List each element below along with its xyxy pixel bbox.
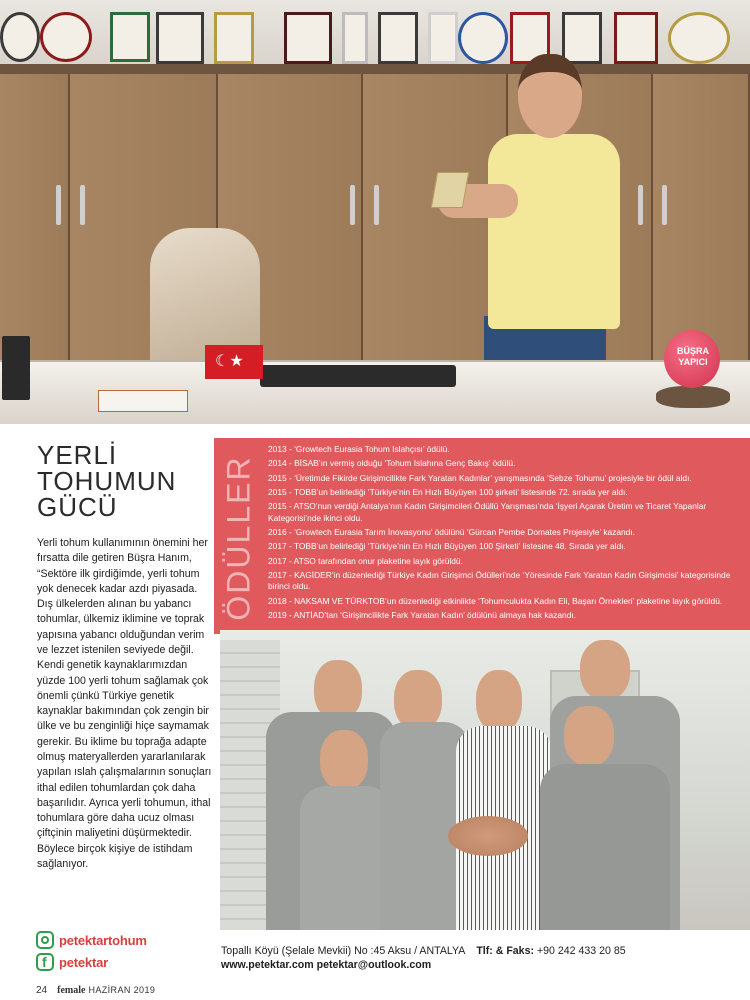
address: Topallı Köyü (Şelale Mevkii) No :45 Aksu / ANTALYA xyxy=(221,945,466,957)
trophy-plaque xyxy=(110,12,150,62)
award-item: 2015 - ‘Üretimde Fikirde Girişimcilikte Fark Yaratan Kadınlar’ yarışmasında ‘Sebze Tohumu’ projesiyle bir ödül aldı. xyxy=(268,472,692,483)
phone-label: Tlf: & Faks: xyxy=(476,945,534,957)
yellow-shirt xyxy=(488,134,620,329)
award-item: 2018 - NAKSAM VE TÜRKTOB’un düzenlediği etkinlikte ‘Tohumculukta Kadın Eli, Başarı Örnekleri’ plaketine layık görüldü. xyxy=(268,595,723,606)
social-row-facebook[interactable] xyxy=(36,952,147,972)
award-item: 2015 - TOBB’un belirlediği ‘Türkiye’nin En Hızlı Büyüyen 100 şirketi’ listesinde 72. sırada yer aldı. xyxy=(268,486,628,497)
awards-title-text: ÖDÜLLER xyxy=(220,455,257,621)
team-photo xyxy=(220,630,750,930)
tomato-decor-text: BÜŞRA YAPICI xyxy=(676,346,709,367)
award-item: 2014 - BİSAB’ın vermiş olduğu ‘Tohum Islahına Genç Bakış’ ödülü. xyxy=(268,458,516,469)
head xyxy=(518,54,582,138)
cabinet-door xyxy=(653,74,750,364)
wood-stump xyxy=(656,386,730,408)
cabinet-handle xyxy=(80,185,85,225)
award-item: 2016 - ‘Growtech Eurasia Tarım İnovasyonu’ ödülünü ‘Gürcan Pembe Domates Projesiyle’ kazandı. xyxy=(268,526,635,537)
award-item: 2017 - ATSO tarafından onur plaketine layık görüldü. xyxy=(268,555,463,566)
award-item: 2013 - ‘Growtech Eurasia Tohum Islahçısı’ ödülü. xyxy=(268,444,450,454)
laptop xyxy=(260,365,456,387)
trophy-plaque xyxy=(668,12,730,64)
instagram-handle[interactable]: petektartohum xyxy=(59,932,147,948)
contact-line-2 xyxy=(221,958,741,972)
article-headline xyxy=(37,442,212,520)
turkish-flag-icon: ☾★ xyxy=(205,345,263,379)
pen-holder xyxy=(2,336,30,400)
portrait-woman xyxy=(478,44,628,364)
award-item: 2017 - KAGİDER’in düzenlediği Türkiye Kadın Girişimci Ödülleri’nde ‘Yöresinde Fark Yaratan Kadın Girişimcisi’ kategorisinde birinci oldu. xyxy=(268,569,731,592)
award-item: 2019 - ANTİAD’tan ‘Girişimcilikte Fark Yaratan Kadın’ ödülünü almaya hak kazandı. xyxy=(268,609,577,620)
shelf xyxy=(0,64,750,74)
glass-award xyxy=(431,172,469,208)
phone-number: +90 242 433 20 85 xyxy=(536,945,626,957)
awards-list xyxy=(268,444,746,624)
headline-line: TOHUMUN xyxy=(37,466,177,496)
trophy-plaque xyxy=(0,12,40,62)
award-item: 2017 - TOBB’un belirlediği ‘Türkiye’nin En Hızlı Büyüyen 100 Şirketi’ listesine 48. Sırada yer aldı. xyxy=(268,541,626,552)
social-links xyxy=(36,930,147,974)
trophy-plaque xyxy=(342,12,368,64)
cabinet-handle xyxy=(662,185,667,225)
cabinet-handle xyxy=(638,185,643,225)
trophy-plaque xyxy=(214,12,254,64)
page-number: 24 xyxy=(36,985,48,996)
trophy-plaque xyxy=(428,12,458,64)
headline-line: YERLİ xyxy=(37,440,118,470)
instagram-icon xyxy=(36,931,54,949)
facebook-handle[interactable]: petektar xyxy=(59,954,108,970)
awards-title xyxy=(222,446,256,630)
cabinet-handle xyxy=(374,185,379,225)
hero-photo xyxy=(0,0,750,424)
page-footer xyxy=(36,985,155,996)
magazine-name: female xyxy=(57,985,86,996)
social-row-instagram[interactable] xyxy=(36,930,147,950)
article-body: Yerli tohum kullanımının önemini her fırsatta dile getiren Büşra Hanım, “Sektöre ilk girdiğimde, yerli tohum yok denecek kadar azdı piyasada. Dış ülkelerden alınan bu yabancı tohumlar, ülkemiz iklimine ve toprak yapısına yabancı olduğundan verim ve lezzet istenilen seviyede değil. Kendi genetik kaynaklarımızdan yüzde 100 yerli tohum sağlamak çok önemli çünkü Türkiye genetik kaynaklar bakımından çok zengin bir ülke ve bu zenginliği hiçe saymamak gerekir. Bu iklime bu toprağa adapte olmuş materyallerden yararlanılarak yapılan ıslah çalışmalarının sonuçları ithal edilen tohumlardan çok daha başarılıdır. Ayrıca yerli tohumun, ithal tohumlara göre daha ucuz olması çiftçinin maliyetini düşürmektedir. Böylece birçok kişiye de istihdam sağlanıyor. xyxy=(37,537,212,870)
award-item: 2015 - ATSO’nun verdiği Antalya’nın Kadın Girişimcileri Ödüllü Yarışması’nda ‘İşyeri Açarak Üretim ve Ticaret Yapanlar Kategorisi’nde ikinci oldu. xyxy=(268,501,707,523)
contact-line-1 xyxy=(221,944,741,958)
website-link[interactable]: www.petektar.com xyxy=(221,959,314,971)
cabinet-handle xyxy=(56,185,61,225)
trophy-plaque xyxy=(40,12,92,62)
issue-date: HAZİRAN 2019 xyxy=(88,985,156,995)
headline-line: GÜCÜ xyxy=(37,492,118,522)
cabinet-handle xyxy=(350,185,355,225)
stacked-hands xyxy=(448,816,528,856)
email-link[interactable]: petektar@outlook.com xyxy=(316,959,432,971)
facebook-icon xyxy=(36,953,54,971)
contact-info xyxy=(221,944,741,972)
trophy-plaque xyxy=(378,12,418,64)
trophy-plaque xyxy=(156,12,204,64)
trophy-plaque xyxy=(284,12,332,64)
desk-nameplate xyxy=(98,390,188,412)
